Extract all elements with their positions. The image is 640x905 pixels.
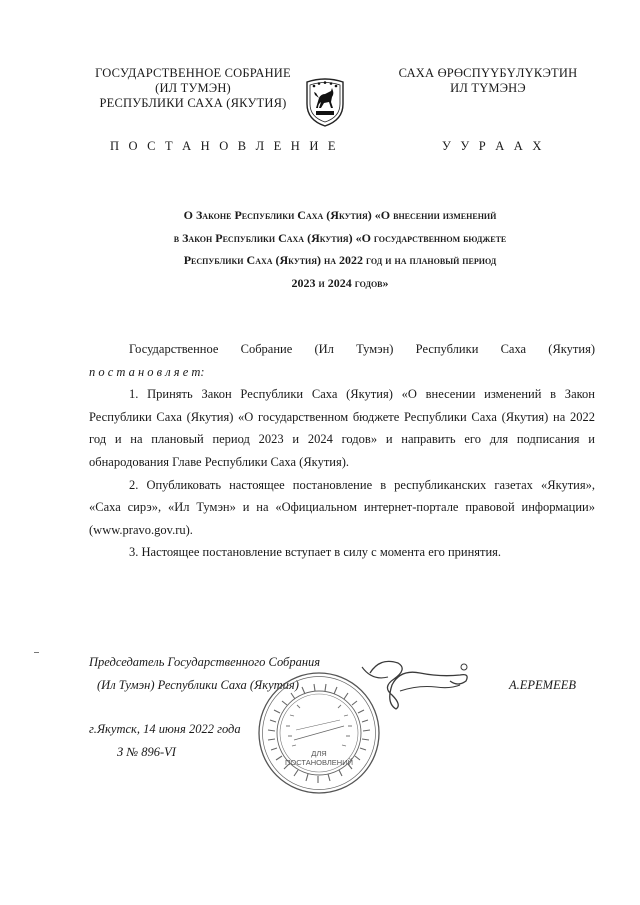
doc-type-right: У У Р А А Х xyxy=(442,139,545,153)
margin-mark xyxy=(34,652,39,653)
place-date: г.Якутск, 14 июня 2022 года xyxy=(89,722,241,736)
document-title xyxy=(60,204,620,294)
stamp-label-line1: ДЛЯ xyxy=(311,749,327,758)
point-2: 2. Опубликовать настоящее постановление в республиканских газетах «Якутия», «Саха сирэ», «Ил Тумэн» и на «Официальном интернет-портале правовой информации» (www.pravo.gov.ru). xyxy=(89,477,595,537)
header-left-line3: РЕСПУБЛИКИ САХА (ЯКУТИЯ) xyxy=(99,96,287,110)
title-line2: в Закон Республики Саха (Якутия) «О государственном бюджете xyxy=(173,230,507,245)
official-stamp xyxy=(256,670,382,796)
header-left-line2: (ИЛ ТУМЭН) xyxy=(155,81,231,95)
header-left-line1: ГОСУДАРСТВЕННОЕ СОБРАНИЕ xyxy=(95,66,291,80)
header-right-line1: САХА ӨРӨСПҮҮБҮЛҮКЭТИН xyxy=(398,66,578,80)
title-line3: Республики Саха (Якутия) на 2022 год и на плановый период xyxy=(183,253,497,267)
decree-word: п о с т а н о в л я е т: xyxy=(89,364,205,379)
document-number: З № 896-VI xyxy=(117,745,176,759)
title-line4: 2023 и 2024 годов» xyxy=(291,275,389,290)
point-1: 1. Принять Закон Республики Саха (Якутия) «О внесении изменений в Закон Республики Саха (Якутия) «О государственном бюджете Республики Саха (Якутия) на 2022 год и на плановый период 2023 и 2024 годов» и направить его для подписания и обнародования Главе Республики Саха (Якутия). xyxy=(89,387,595,469)
header-right-line2: ИЛ ТҮМЭНЭ xyxy=(450,81,526,95)
header-left xyxy=(78,66,308,111)
intro-paragraph: Государственное Собрание (Ил Тумэн) Республики Саха (Якутия) xyxy=(129,342,595,356)
header-right xyxy=(368,66,608,96)
doc-type-left: П О С Т А Н О В Л Е Н И Е xyxy=(110,139,339,153)
signatory-position-line2: (Ил Тумэн) Республики Саха (Якутия) xyxy=(97,678,299,692)
signatory-name: А.ЕРЕМЕЕВ xyxy=(509,678,576,692)
coat-of-arms-icon xyxy=(302,74,348,128)
title-line1: О Законе Республики Саха (Якутия) «О внесении изменений xyxy=(183,208,497,222)
body-text xyxy=(89,338,595,564)
point-3: 3. Настоящее постановление вступает в силу с момента его принятия. xyxy=(129,545,502,560)
signatory-position-line1: Председатель Государственного Собрания xyxy=(89,655,321,669)
stamp-label-line2: ПОСТАНОВЛЕНИЙ xyxy=(284,758,354,767)
